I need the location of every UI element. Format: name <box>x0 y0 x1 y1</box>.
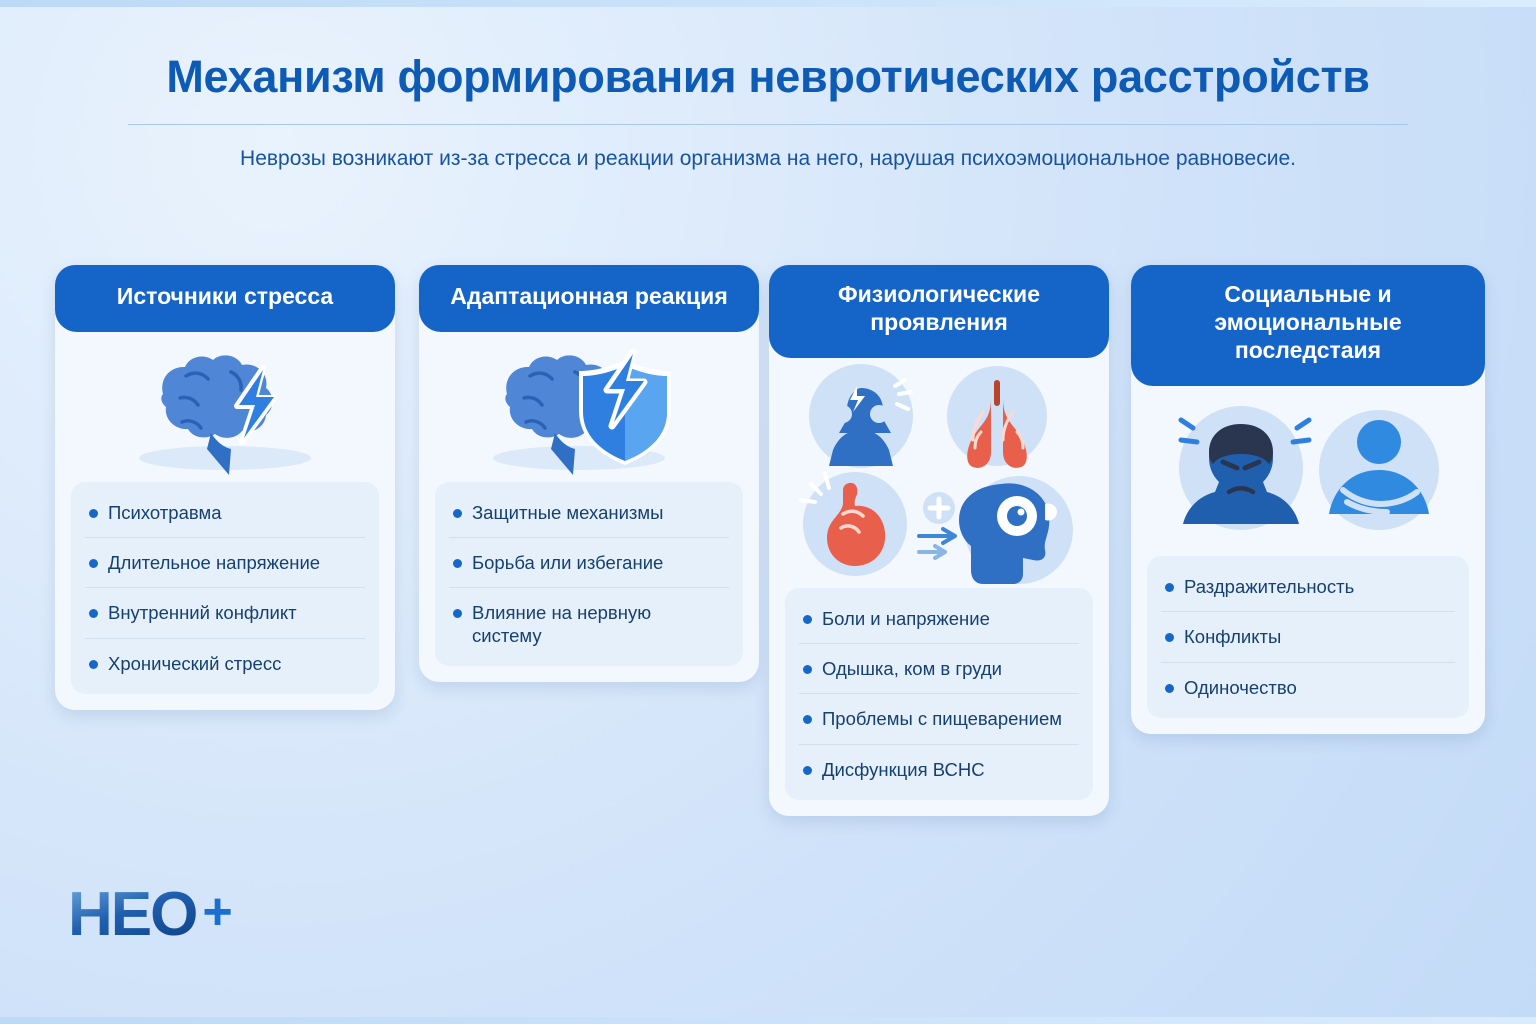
brand-logo <box>68 880 233 949</box>
brain-shield-lightning-icon <box>419 332 759 482</box>
card-heading: Источники стресса <box>55 265 395 332</box>
card-physiological-signs <box>769 265 1109 816</box>
list-item-label: Проблемы с пищеварением <box>822 708 1062 730</box>
bullet-icon <box>803 665 812 674</box>
list-item-label: Борьба или избегание <box>472 552 664 574</box>
card-stress-sources <box>55 265 395 710</box>
list-item-label: Хронический стресс <box>108 652 282 674</box>
list-item-label: Боли и напряжение <box>822 608 990 630</box>
list-item-label: Конфликты <box>1184 626 1282 648</box>
list-social-emotional-consequences <box>1147 556 1469 718</box>
card-heading: Социальные и эмоциональные последстаия <box>1131 265 1485 386</box>
list-stress-sources <box>71 482 379 694</box>
list-item-label: Дисфункция ВСНС <box>822 758 985 780</box>
title-divider <box>128 124 1408 125</box>
card-heading: Физиологические проявления <box>769 265 1109 358</box>
bullet-icon <box>89 660 98 669</box>
bullet-icon <box>89 559 98 568</box>
list-item-label: Влияние на нервную систему <box>472 602 652 646</box>
list-item <box>799 745 1079 794</box>
list-item-label: Раздражительность <box>1184 576 1355 598</box>
card-social-emotional-consequences <box>1131 265 1485 734</box>
list-item-label: Длительное напряжение <box>108 552 321 574</box>
list-item-label: Одышка, ком в груди <box>822 658 1002 680</box>
page-title: Механизм формирования невротических расстройств <box>166 51 1370 102</box>
list-item-label: Психотравма <box>108 502 222 524</box>
list-item <box>85 538 365 588</box>
list-item <box>1161 612 1455 662</box>
bullet-icon <box>89 509 98 518</box>
bullet-icon <box>453 509 462 518</box>
list-item-label: Одиночество <box>1184 676 1297 698</box>
header <box>0 52 1536 171</box>
list-item <box>85 639 365 688</box>
bullet-icon <box>803 615 812 624</box>
list-item <box>85 588 365 638</box>
list-item <box>1161 663 1455 712</box>
angry-person-lonely-person-icon <box>1131 386 1485 556</box>
logo-plus-icon: + <box>202 883 233 941</box>
page-subtitle: Неврозы возникают из-за стресса и реакции организма на него, нарушая психоэмоциональное равновесие. <box>240 146 1296 170</box>
list-item-label: Защитные механизмы <box>472 502 664 524</box>
bullet-icon <box>803 715 812 724</box>
list-item <box>85 488 365 538</box>
list-item <box>449 488 729 538</box>
card-adaptive-reaction <box>419 265 759 682</box>
list-item <box>449 538 729 588</box>
list-adaptive-reaction <box>435 482 743 666</box>
headache-lungs-stomach-icon <box>769 358 1109 588</box>
list-item <box>799 644 1079 694</box>
bullet-icon <box>453 559 462 568</box>
logo-text: HEO <box>68 880 197 949</box>
bullet-icon <box>803 766 812 775</box>
brain-lightning-icon <box>55 332 395 482</box>
bullet-icon <box>89 609 98 618</box>
list-item <box>1161 562 1455 612</box>
list-item-label: Внутренний конфликт <box>108 602 297 624</box>
bullet-icon <box>453 609 462 618</box>
list-physiological-signs <box>785 588 1093 800</box>
list-item <box>799 594 1079 644</box>
list-item <box>449 588 729 659</box>
bullet-icon <box>1165 583 1174 592</box>
list-item <box>799 694 1079 744</box>
bullet-icon <box>1165 633 1174 642</box>
bullet-icon <box>1165 684 1174 693</box>
card-heading: Адаптационная реакция <box>419 265 759 332</box>
columns-container <box>55 265 1485 955</box>
